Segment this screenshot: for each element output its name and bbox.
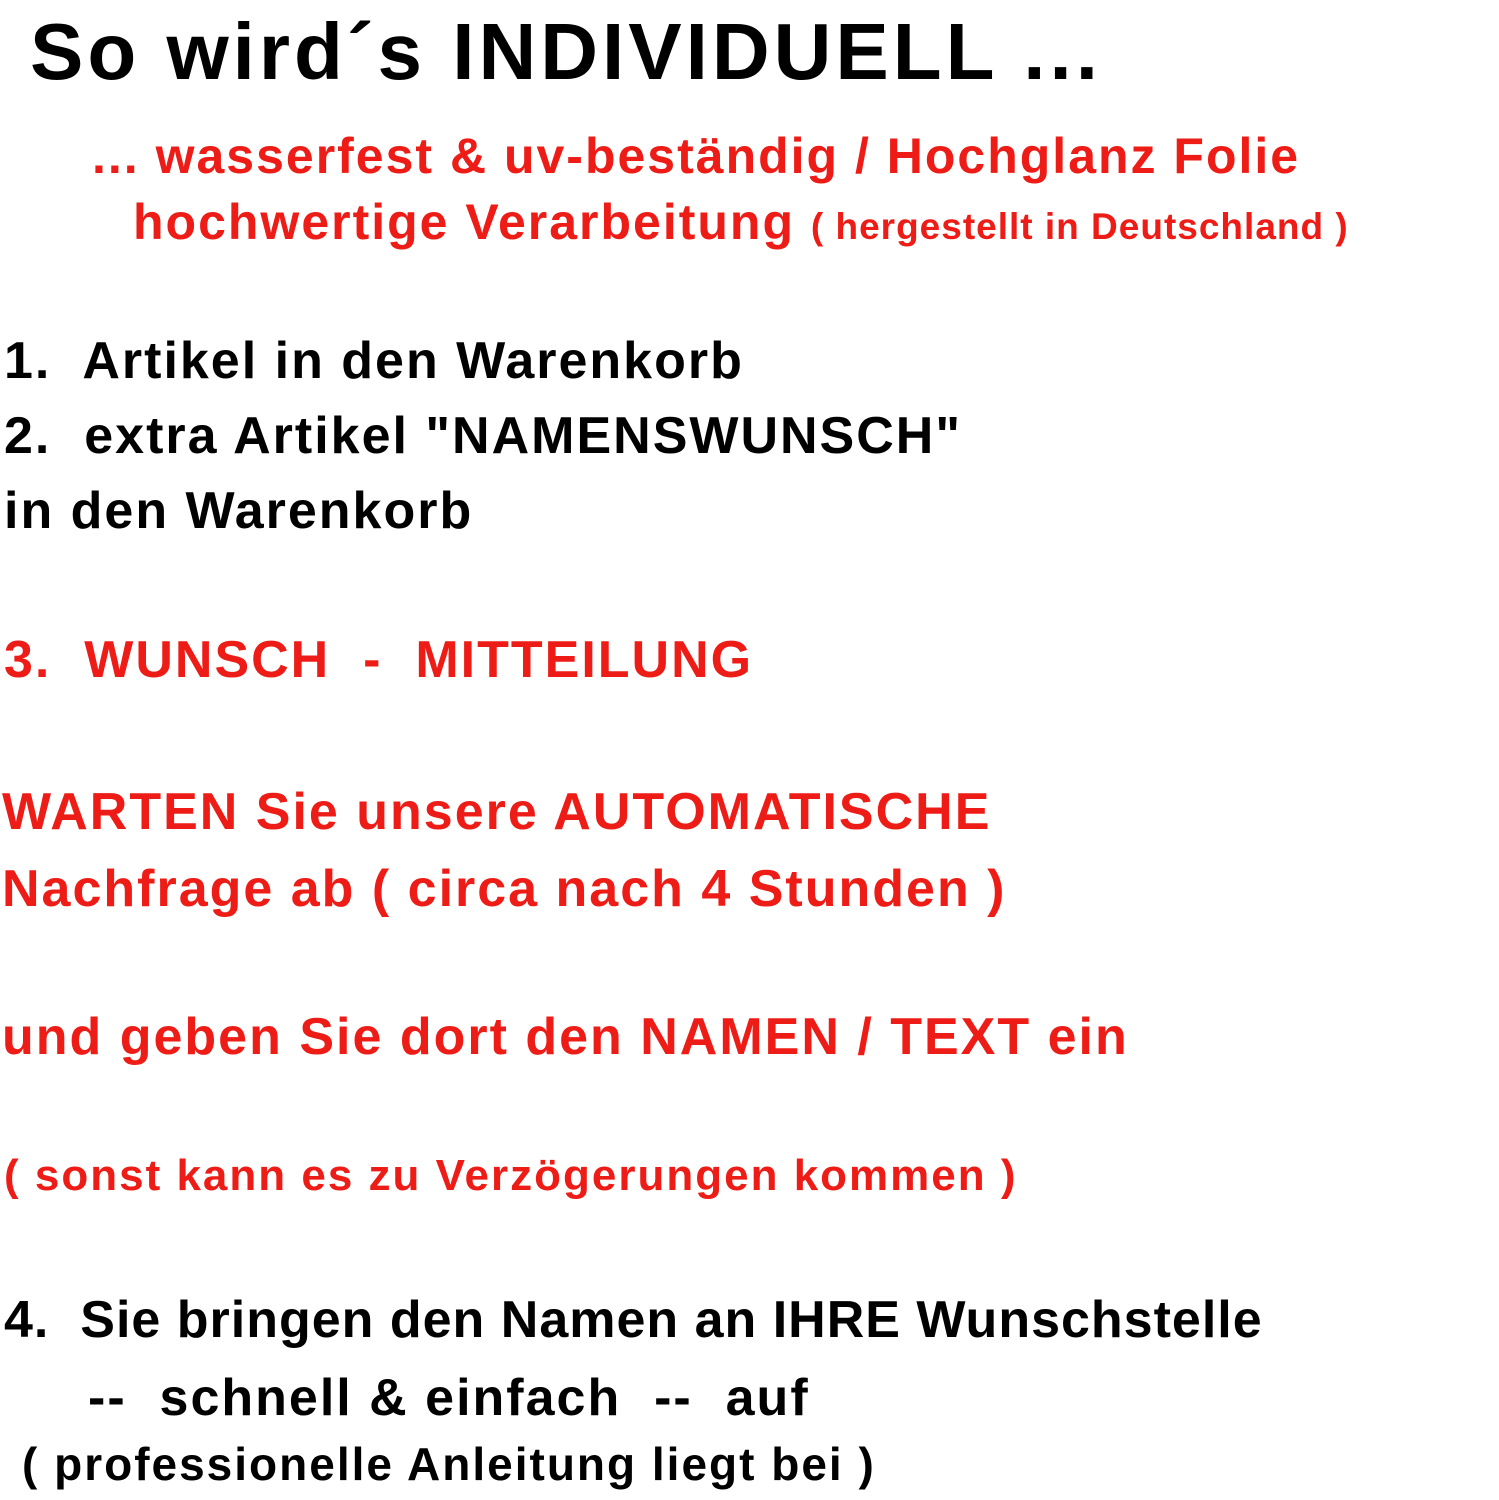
warten-line-2: Nachfrage ab ( circa nach 4 Stunden ) xyxy=(2,860,1007,918)
made-in-germany-note: ( hergestellt in Deutschland ) xyxy=(810,206,1349,247)
step-3-heading: 3. WUNSCH - MITTEILUNG xyxy=(4,631,754,689)
headline: So wird´s INDIVIDUELL ... xyxy=(30,7,1102,96)
step-2-line-2: in den Warenkorb xyxy=(4,482,474,540)
step-4-line-1: 4. Sie bringen den Namen an IHRE Wunschstelle xyxy=(4,1291,1263,1349)
step-4-line-2: -- schnell & einfach -- auf xyxy=(88,1369,810,1427)
intro-line-1: ... wasserfest & uv-beständig / Hochglanz Folie xyxy=(92,128,1301,184)
warten-line-1: WARTEN Sie unsere AUTOMATISCHE xyxy=(2,783,992,841)
anleitung-note: ( professionelle Anleitung liegt bei ) xyxy=(22,1438,876,1490)
sonst-note: ( sonst kann es zu Verzögerungen kommen ) xyxy=(4,1151,1018,1200)
intro-line-2 xyxy=(133,196,1349,249)
intro-line-2-main: hochwertige Verarbeitung xyxy=(133,194,811,250)
step-1: 1. Artikel in den Warenkorb xyxy=(4,332,744,390)
namen-text-line: und geben Sie dort den NAMEN / TEXT ein xyxy=(2,1008,1129,1066)
step-2-line-1: 2. extra Artikel "NAMENSWUNSCH" xyxy=(4,407,963,465)
